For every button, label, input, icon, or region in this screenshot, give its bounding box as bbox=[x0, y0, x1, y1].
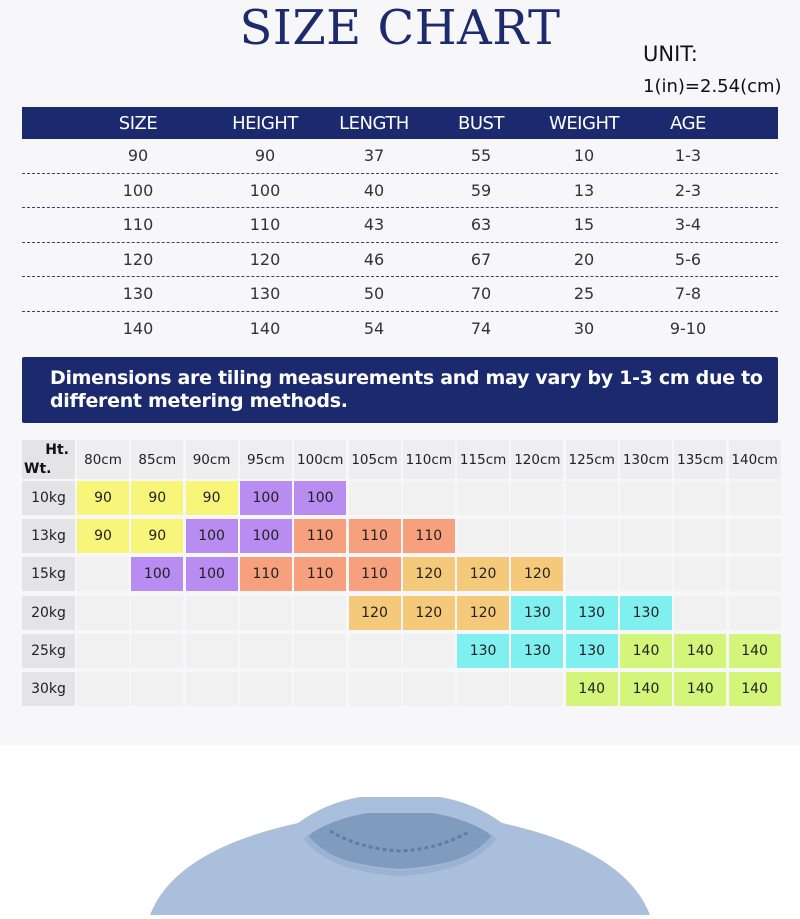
size-table-cell: 43 bbox=[363, 215, 385, 235]
unit-conversion: 1(in)=2.54(cm) bbox=[643, 76, 782, 97]
size-table-cell: 100 bbox=[122, 180, 154, 200]
size-table-cell: 54 bbox=[363, 318, 385, 338]
grid-size-cell: 100 bbox=[294, 481, 346, 515]
grid-empty-cell bbox=[294, 634, 346, 668]
grid-empty-cell bbox=[186, 634, 238, 668]
grid-size-cell: 100 bbox=[186, 557, 238, 591]
corner-height-label: Ht. bbox=[45, 442, 69, 458]
grid-size-cell: 130 bbox=[566, 634, 618, 668]
grid-empty-cell bbox=[131, 634, 183, 668]
header-age: AGE bbox=[670, 112, 706, 134]
grid-weight-header: 15kg bbox=[22, 557, 75, 591]
grid-size-cell: 130 bbox=[457, 634, 509, 668]
grid-empty-cell bbox=[403, 634, 455, 668]
grid-height-header: 130cm bbox=[620, 440, 672, 479]
size-table-body bbox=[22, 139, 778, 345]
unit-label: UNIT: bbox=[643, 42, 698, 66]
grid-empty-cell bbox=[77, 596, 129, 630]
size-table bbox=[22, 107, 778, 345]
size-table-row bbox=[22, 277, 778, 312]
grid-weight-header: 10kg bbox=[22, 481, 75, 515]
grid-height-header: 140cm bbox=[729, 440, 781, 479]
size-table-row bbox=[22, 174, 778, 209]
grid-weight-header: 20kg bbox=[22, 596, 75, 630]
grid-height-header: 120cm bbox=[511, 440, 563, 479]
grid-size-cell: 100 bbox=[186, 519, 238, 553]
grid-height-header: 115cm bbox=[457, 440, 509, 479]
grid-size-cell: 110 bbox=[403, 519, 455, 553]
grid-empty-cell bbox=[457, 672, 509, 706]
grid-weight-header: 13kg bbox=[22, 519, 75, 553]
grid-height-header: 80cm bbox=[77, 440, 129, 479]
grid-empty-cell bbox=[457, 519, 509, 553]
grid-size-cell: 100 bbox=[131, 557, 183, 591]
size-table-row bbox=[22, 208, 778, 243]
size-table-cell: 2-3 bbox=[674, 180, 702, 200]
header-weight: WEIGHT bbox=[549, 112, 619, 134]
grid-empty-cell bbox=[729, 557, 781, 591]
grid-size-cell: 110 bbox=[294, 519, 346, 553]
grid-empty-cell bbox=[349, 634, 401, 668]
size-table-cell: 46 bbox=[363, 249, 385, 269]
grid-size-cell: 130 bbox=[620, 596, 672, 630]
grid-size-cell: 130 bbox=[511, 634, 563, 668]
grid-size-cell: 90 bbox=[77, 519, 129, 553]
size-table-cell: 130 bbox=[122, 284, 154, 304]
grid-height-header: 95cm bbox=[240, 440, 292, 479]
grid-empty-cell bbox=[77, 672, 129, 706]
size-table-cell: 5-6 bbox=[674, 249, 702, 269]
notice-banner bbox=[22, 357, 778, 423]
size-table-row bbox=[22, 312, 778, 346]
grid-size-cell: 120 bbox=[511, 557, 563, 591]
size-table-cell: 67 bbox=[470, 249, 492, 269]
grid-size-cell: 140 bbox=[566, 672, 618, 706]
grid-empty-cell bbox=[620, 557, 672, 591]
grid-empty-cell bbox=[403, 481, 455, 515]
grid-weight-header: 30kg bbox=[22, 672, 75, 706]
grid-size-cell: 110 bbox=[294, 557, 346, 591]
size-table-cell: 1-3 bbox=[674, 146, 702, 166]
grid-height-header: 90cm bbox=[186, 440, 238, 479]
size-table-header bbox=[22, 107, 778, 139]
grid-empty-cell bbox=[729, 596, 781, 630]
grid-size-cell: 130 bbox=[511, 596, 563, 630]
size-table-row bbox=[22, 243, 778, 278]
grid-empty-cell bbox=[294, 596, 346, 630]
grid-size-cell: 100 bbox=[240, 519, 292, 553]
grid-size-cell: 90 bbox=[131, 519, 183, 553]
grid-size-cell: 140 bbox=[729, 672, 781, 706]
size-table-cell: 9-10 bbox=[669, 318, 707, 338]
size-table-cell: 110 bbox=[249, 215, 281, 235]
grid-size-cell: 110 bbox=[349, 557, 401, 591]
grid-empty-cell bbox=[77, 557, 129, 591]
grid-height-header: 105cm bbox=[349, 440, 401, 479]
grid-size-cell: 100 bbox=[240, 481, 292, 515]
grid-empty-cell bbox=[566, 481, 618, 515]
grid-empty-cell bbox=[566, 519, 618, 553]
grid-size-cell: 90 bbox=[186, 481, 238, 515]
grid-size-cell: 120 bbox=[403, 557, 455, 591]
header-bust: BUST bbox=[458, 112, 504, 134]
grid-empty-cell bbox=[349, 672, 401, 706]
grid-height-header: 125cm bbox=[566, 440, 618, 479]
grid-empty-cell bbox=[674, 596, 726, 630]
grid-empty-cell bbox=[674, 519, 726, 553]
size-table-cell: 74 bbox=[470, 318, 492, 338]
size-table-cell: 90 bbox=[254, 146, 276, 166]
size-table-cell: 37 bbox=[363, 146, 385, 166]
grid-empty-cell bbox=[403, 672, 455, 706]
grid-empty-cell bbox=[77, 634, 129, 668]
corner-weight-label: Wt. bbox=[24, 461, 52, 477]
size-table-cell: 140 bbox=[249, 318, 281, 338]
product-image bbox=[0, 745, 800, 915]
grid-height-header: 100cm bbox=[294, 440, 346, 479]
grid-empty-cell bbox=[674, 557, 726, 591]
grid-empty-cell bbox=[294, 672, 346, 706]
size-table-cell: 100 bbox=[249, 180, 281, 200]
size-table-cell: 25 bbox=[573, 284, 595, 304]
grid-empty-cell bbox=[240, 596, 292, 630]
size-table-cell: 15 bbox=[573, 215, 595, 235]
grid-empty-cell bbox=[620, 519, 672, 553]
size-table-cell: 90 bbox=[127, 146, 149, 166]
grid-empty-cell bbox=[186, 672, 238, 706]
size-table-cell: 55 bbox=[470, 146, 492, 166]
grid-empty-cell bbox=[457, 481, 509, 515]
grid-height-header: 135cm bbox=[674, 440, 726, 479]
grid-size-cell: 120 bbox=[457, 557, 509, 591]
size-table-cell: 40 bbox=[363, 180, 385, 200]
grid-empty-cell bbox=[620, 481, 672, 515]
size-table-cell: 110 bbox=[122, 215, 154, 235]
grid-empty-cell bbox=[729, 481, 781, 515]
size-table-cell: 120 bbox=[122, 249, 154, 269]
grid-empty-cell bbox=[511, 481, 563, 515]
grid-size-cell: 90 bbox=[131, 481, 183, 515]
grid-empty-cell bbox=[186, 596, 238, 630]
grid-size-cell: 110 bbox=[349, 519, 401, 553]
header-length: LENGTH bbox=[339, 112, 409, 134]
grid-empty-cell bbox=[566, 557, 618, 591]
size-table-cell: 10 bbox=[573, 146, 595, 166]
grid-empty-cell bbox=[131, 596, 183, 630]
grid-size-cell: 120 bbox=[457, 596, 509, 630]
grid-size-cell: 140 bbox=[620, 634, 672, 668]
page-title: SIZE CHART bbox=[239, 0, 561, 56]
size-table-cell: 7-8 bbox=[674, 284, 702, 304]
size-table-cell: 140 bbox=[122, 318, 154, 338]
grid-empty-cell bbox=[511, 672, 563, 706]
size-table-cell: 63 bbox=[470, 215, 492, 235]
grid-size-cell: 140 bbox=[620, 672, 672, 706]
grid-height-header: 110cm bbox=[403, 440, 455, 479]
grid-size-cell: 120 bbox=[403, 596, 455, 630]
grid-size-cell: 110 bbox=[240, 557, 292, 591]
notice-text: Dimensions are tiling measurements and may vary by 1-3 cm due to different metering methods. bbox=[50, 367, 763, 412]
grid-size-cell: 90 bbox=[77, 481, 129, 515]
grid-size-cell: 140 bbox=[674, 634, 726, 668]
grid-empty-cell bbox=[511, 519, 563, 553]
grid-empty-cell bbox=[240, 672, 292, 706]
grid-size-cell: 120 bbox=[349, 596, 401, 630]
grid-size-cell: 130 bbox=[566, 596, 618, 630]
size-table-cell: 30 bbox=[573, 318, 595, 338]
size-table-cell: 70 bbox=[470, 284, 492, 304]
header-height: HEIGHT bbox=[232, 112, 298, 134]
size-table-cell: 13 bbox=[573, 180, 595, 200]
size-table-cell: 59 bbox=[470, 180, 492, 200]
size-table-cell: 20 bbox=[573, 249, 595, 269]
grid-empty-cell bbox=[349, 481, 401, 515]
size-table-cell: 120 bbox=[249, 249, 281, 269]
size-table-cell: 130 bbox=[249, 284, 281, 304]
grid-size-cell: 140 bbox=[729, 634, 781, 668]
grid-empty-cell bbox=[240, 634, 292, 668]
grid-empty-cell bbox=[674, 481, 726, 515]
grid-empty-cell bbox=[729, 519, 781, 553]
size-table-cell: 50 bbox=[363, 284, 385, 304]
tshirt-image bbox=[0, 745, 800, 915]
size-table-cell: 3-4 bbox=[674, 215, 702, 235]
header-size: SIZE bbox=[118, 112, 158, 134]
grid-empty-cell bbox=[131, 672, 183, 706]
grid-weight-header: 25kg bbox=[22, 634, 75, 668]
size-table-row bbox=[22, 139, 778, 174]
grid-corner bbox=[22, 440, 75, 479]
grid-height-header: 85cm bbox=[131, 440, 183, 479]
grid-size-cell: 140 bbox=[674, 672, 726, 706]
